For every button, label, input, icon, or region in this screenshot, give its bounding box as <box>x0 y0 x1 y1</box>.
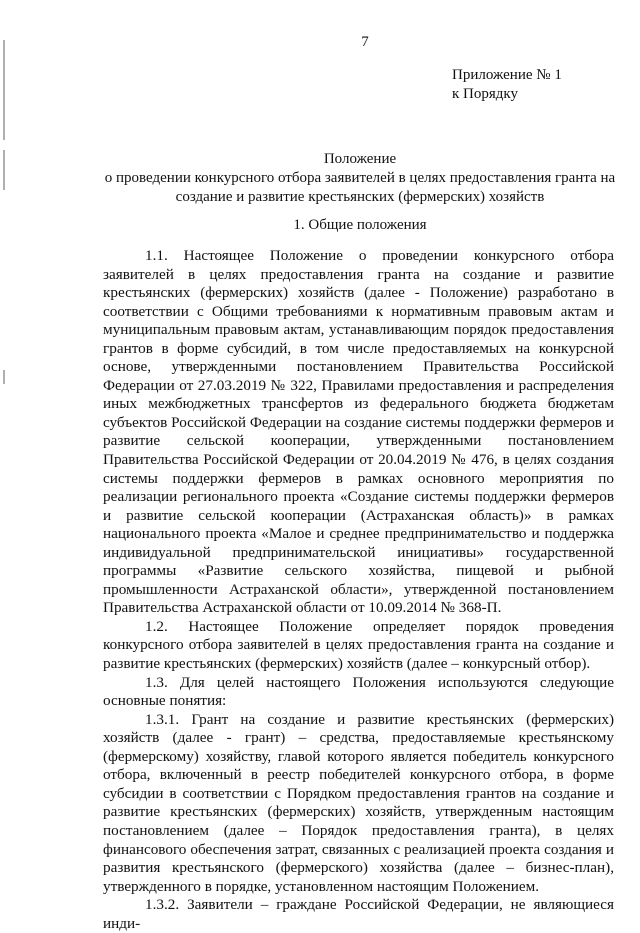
title-line-1: Положение <box>323 151 397 167</box>
document-title <box>100 150 620 207</box>
appendix-line-2: к Порядку <box>452 86 518 102</box>
paragraph-1-3: 1.3. Для целей настоящего Положения используются следующие основные понятия: <box>103 673 614 710</box>
title-line-2: о проведении конкурсного отбора заявителей в целях предоставления гранта на <box>104 170 616 186</box>
paragraph-1-1: 1.1. Настоящее Положение о проведении конкурсного отбора заявителей в целях предоставления гранта на создание и развитие крестьянских (фермерских) хозяйств (далее - Положение) разработано в соответствии с Общими требованиями к нормативным правовым актам и муниципальным правовым актам, устанавливающим порядок предоставления грантов в форме субсидий, в том числе предоставляемых на конкурсной основе, утвержденными постановлением Правительства Российской Федерации от 27.03.2019 № 322, Правилами предоставления и распределения иных межбюджетных трансфертов из федерального бюджета бюджетам субъектов Российской Федерации на создание системы поддержки фермеров и развитие сельской кооперации, утвержденными постановлением Правительства Российской Федерации от 20.04.2019 № 476, в целях создания системы поддержки фермеров в рамках основного мероприятия по реализации регионального проекта «Создание системы поддержки фермеров и развитие сельской кооперации (Астраханская область)» в рамках национального проекта «Малое и среднее предпринимательство и поддержка индивидуальной предпринимательской инициативы» государственной программы «Развитие сельского хозяйства, пищевой и рыбной промышленности Астраханской области», утвержденной постановлением Правительства Астраханской области от 10.09.2014 № 368-П. <box>103 247 614 617</box>
body-text <box>103 247 614 933</box>
page-number: 7 <box>361 34 369 50</box>
paragraph-1-3-2: 1.3.2. Заявители – граждане Российской Федерации, не являющиеся инди- <box>103 896 614 932</box>
scan-mark <box>3 150 5 190</box>
appendix-note <box>452 66 562 104</box>
section-heading: 1. Общие положения <box>293 217 427 233</box>
title-line-3: создание и развитие крестьянских (фермерских) хозяйств <box>175 189 545 205</box>
paragraph-1-3-1: 1.3.1. Грант на создание и развитие крестьянских (фермерских) хозяйств (далее - грант) – средства, предоставляемые крестьянскому (фермерскому) хозяйству, главой которого является победитель конкурсного отбора, включенный в реестр победителей конкурсного отбора, в форме субсидии в соответствии с Порядком предоставления грантов на создание и развитие крестьянских (фермерских) хозяйств, утвержденным настоящим постановлением (далее – Порядок предоставления гранта), в целях финансового обеспечения затрат, связанных с реализацией проекта создания и развития крестьянского (фермерского) хозяйства (далее – бизнес-план), утвержденного в порядке, установленном настоящим Положением. <box>103 710 614 895</box>
scan-mark <box>3 40 5 140</box>
appendix-line-1: Приложение № 1 <box>452 67 562 83</box>
scan-mark <box>3 370 5 384</box>
paragraph-1-2: 1.2. Настоящее Положение определяет порядок проведения конкурсного отбора заявителей в целях предоставления гранта на создание и развитие крестьянских (фермерских) хозяйств (далее – конкурсный отбор). <box>103 617 614 673</box>
